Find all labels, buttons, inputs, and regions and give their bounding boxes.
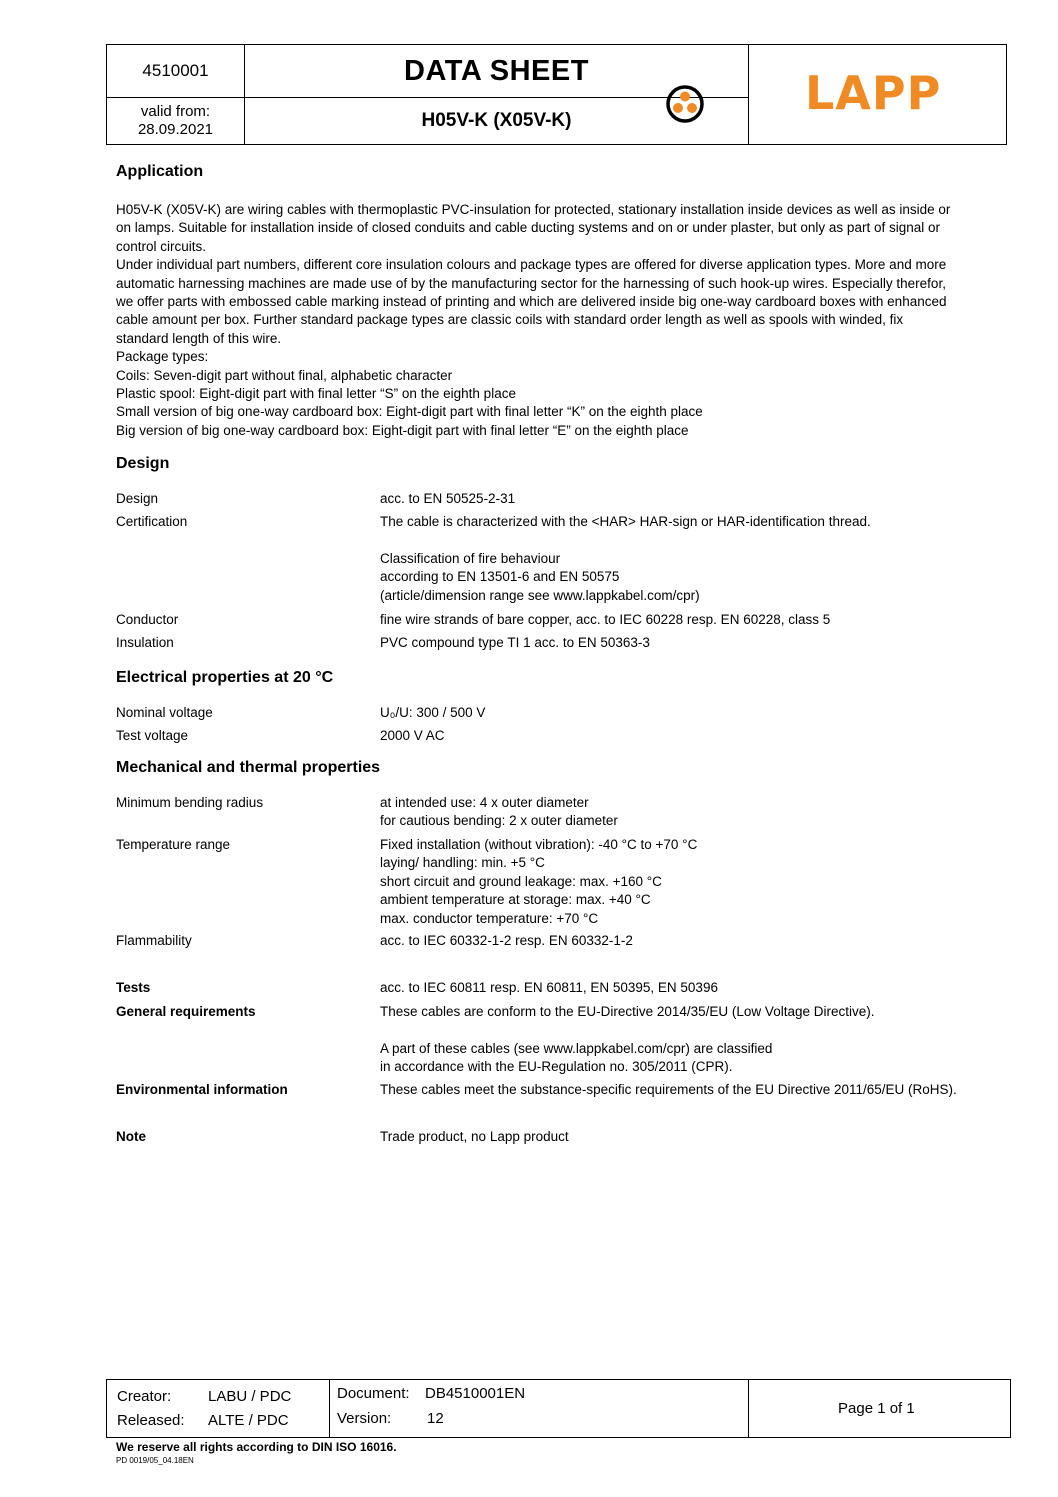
test-voltage-value: 2000 V AC [380, 728, 445, 743]
insulation-label: Insulation [116, 635, 174, 650]
document-label: Document: [337, 1385, 410, 1402]
flammability-value: acc. to IEC 60332-1-2 resp. EN 60332-1-2 [380, 933, 633, 948]
general-requirements-label: General requirements [116, 1004, 256, 1019]
creator-label: Creator: [117, 1388, 172, 1405]
design-value: acc. to EN 50525-2-31 [380, 491, 516, 506]
flammability-label: Flammability [116, 933, 192, 948]
environmental-label: Environmental information [116, 1082, 288, 1097]
lapp-logo-icon [665, 84, 705, 129]
certification-label: Certification [116, 514, 188, 529]
document-value: DB4510001EN [425, 1385, 526, 1402]
page-number: Page 1 of 1 [838, 1400, 915, 1417]
test-voltage-label: Test voltage [116, 728, 189, 743]
environmental-value: These cables meet the substance-specific requirements of the EU Directive 2011/65/EU (RoHS). [380, 1082, 957, 1097]
valid-from-date: 28.09.2021 [137, 121, 214, 138]
rights-notice: We reserve all rights according to DIN ISO 16016. [116, 1440, 397, 1454]
pd-code: PD 0019/05_04.18EN [116, 1456, 194, 1465]
tests-value: acc. to IEC 60811 resp. EN 60811, EN 50395, EN 50396 [380, 980, 718, 995]
design-label: Design [116, 491, 159, 506]
application-text: H05V-K (X05V-K) are wiring cables with thermoplastic PVC-insulation for protected, stationary installation inside devices as well as inside or on lamps. Suitable for installation inside of closed conduits and cable ducting systems and on or under plaster, but only as part of signal or control circuits. Under individual part numbers, different core insulation colours and package types are offered for diverse application types. More and more automatic harnessing machines are made use of by the manufacturing sector for the harnessing of such hook-up wires. Especially therefor, we offer parts with embossed cable marking instead of printing and which are delivered inside big one-way cardboard boxes with enhanced cable amount per box. Further standard package types are classic coils with standard order length as well as spools with winded, fix standard length of this wire. Package types: Coils: Seven-digit part without final, alphabetic character Plastic spool: Eight-digit part with final letter “S” on the eighth place Small version of big one-way cardboard box: Eight-digit part with final letter “K” on the eighth place Big version of big one-way cardboard box: Eight-digit part with final letter “E” on the eighth place [116, 202, 951, 438]
bending-radius-label: Minimum bending radius [116, 795, 264, 810]
conductor-value: fine wire strands of bare copper, acc. to IEC 60228 resp. EN 60228, class 5 [380, 612, 831, 627]
version-label: Version: [337, 1410, 392, 1427]
document-title: DATA SHEET [404, 54, 589, 87]
footer-box [106, 1379, 1011, 1438]
note-value: Trade product, no Lapp product [380, 1129, 569, 1144]
note-label: Note [116, 1129, 146, 1144]
mechanical-heading: Mechanical and thermal properties [116, 759, 381, 776]
article-number: 4510001 [142, 61, 209, 80]
application-heading: Application [116, 163, 204, 180]
bending-radius-value: at intended use: 4 x outer diameter for cautious bending: 2 x outer diameter [380, 795, 618, 829]
conductor-label: Conductor [116, 612, 179, 627]
nominal-voltage-label: Nominal voltage [116, 705, 213, 720]
certification-value: The cable is characterized with the <HAR> HAR-sign or HAR-identification thread. Classification of fire behaviour according to EN 13501-6 and EN 50575 (article/dimension range see www.lappkabel.com/cpr) [380, 514, 871, 603]
tests-label: Tests [116, 980, 151, 995]
creator-value: LABU / PDC [208, 1388, 292, 1405]
nominal-voltage-value: U₀/U: 300 / 500 V [380, 705, 486, 720]
design-heading: Design [116, 455, 170, 472]
electrical-heading: Electrical properties at 20 °C [116, 669, 334, 686]
temperature-range-label: Temperature range [116, 837, 231, 852]
lapp-logo-text: LAPP [805, 66, 942, 120]
version-value: 12 [427, 1410, 444, 1427]
valid-from [107, 98, 244, 144]
valid-from-label: valid from: [140, 103, 211, 120]
general-requirements-value: These cables are conform to the EU-Directive 2014/35/EU (Low Voltage Directive). A part of these cables (see www.lappkabel.com/cpr) are classified in accordance with the EU-Regulation no. 305/2011 (CPR). [380, 1004, 875, 1075]
released-label: Released: [117, 1412, 185, 1429]
temperature-range-value: Fixed installation (without vibration): -40 °C to +70 °C laying/ handling: min. +5 °C short circuit and ground leakage: max. +160 °C ambient temperature at storage: max. +40 °C max. conductor temperature: +70 °C [380, 837, 698, 926]
released-value: ALTE / PDC [208, 1412, 289, 1429]
insulation-value: PVC compound type TI 1 acc. to EN 50363-3 [380, 635, 650, 650]
product-name: H05V-K (X05V-K) [421, 110, 572, 131]
